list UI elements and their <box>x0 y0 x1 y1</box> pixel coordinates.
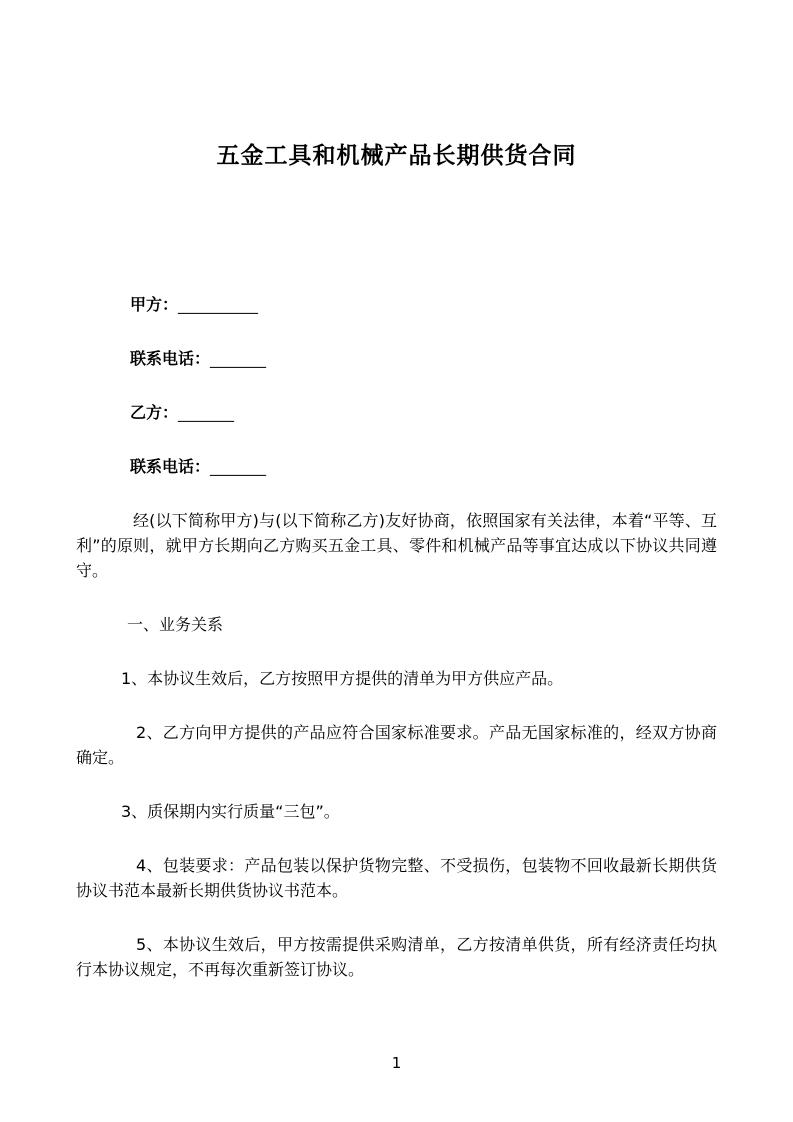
field-row-party-a <box>76 292 717 317</box>
contract-title: 五金工具和机械产品长期供货合同 <box>216 143 577 169</box>
party-a-phone-label: 联系电话： <box>130 349 211 368</box>
party-a-label: 甲方： <box>130 295 179 314</box>
clause-4: 4、包装要求：产品包装以保护货物完整、不受损伤，包装物不回收最新长期供货协议书范本最新长期供货协议书范本。 <box>76 856 717 900</box>
field-row-party-b <box>76 400 717 425</box>
clause-3: 3、质保期内实行质量“三包”。 <box>121 802 340 821</box>
clause-5: 5、本协议生效后，甲方按需提供采购清单，乙方按清单供货，所有经济责任均执行本协议规定，不再每次重新签订协议。 <box>76 935 717 979</box>
clause-2: 2、乙方向甲方提供的产品应符合国家标准要求。产品无国家标准的，经双方协商确定。 <box>76 723 717 767</box>
contract-body <box>76 508 717 982</box>
party-a-blank: __________ <box>178 295 259 314</box>
party-b-phone-label: 联系电话： <box>130 457 211 476</box>
party-b-blank: _______ <box>178 403 235 422</box>
intro-paragraph: 经(以下简称甲方)与(以下简称乙方)友好协商，依照国家有关法律，本着“平等、互利”的原则，就甲方长期向乙方购买五金工具、零件和机械产品等事宜达成以下协议共同遵守。 <box>76 511 717 580</box>
party-b-label: 乙方： <box>130 403 179 422</box>
party-a-phone-blank: _______ <box>210 349 267 368</box>
field-row-party-a-phone <box>76 346 717 371</box>
party-b-phone-blank: _______ <box>210 457 267 476</box>
section-heading-business-relationship: 一、业务关系 <box>127 615 224 634</box>
page-number: 1 <box>391 1054 402 1072</box>
party-fields-block <box>76 292 717 479</box>
clause-1: 1、本协议生效后，乙方按照甲方提供的清单为甲方供应产品。 <box>121 669 564 688</box>
field-row-party-b-phone <box>76 454 717 479</box>
